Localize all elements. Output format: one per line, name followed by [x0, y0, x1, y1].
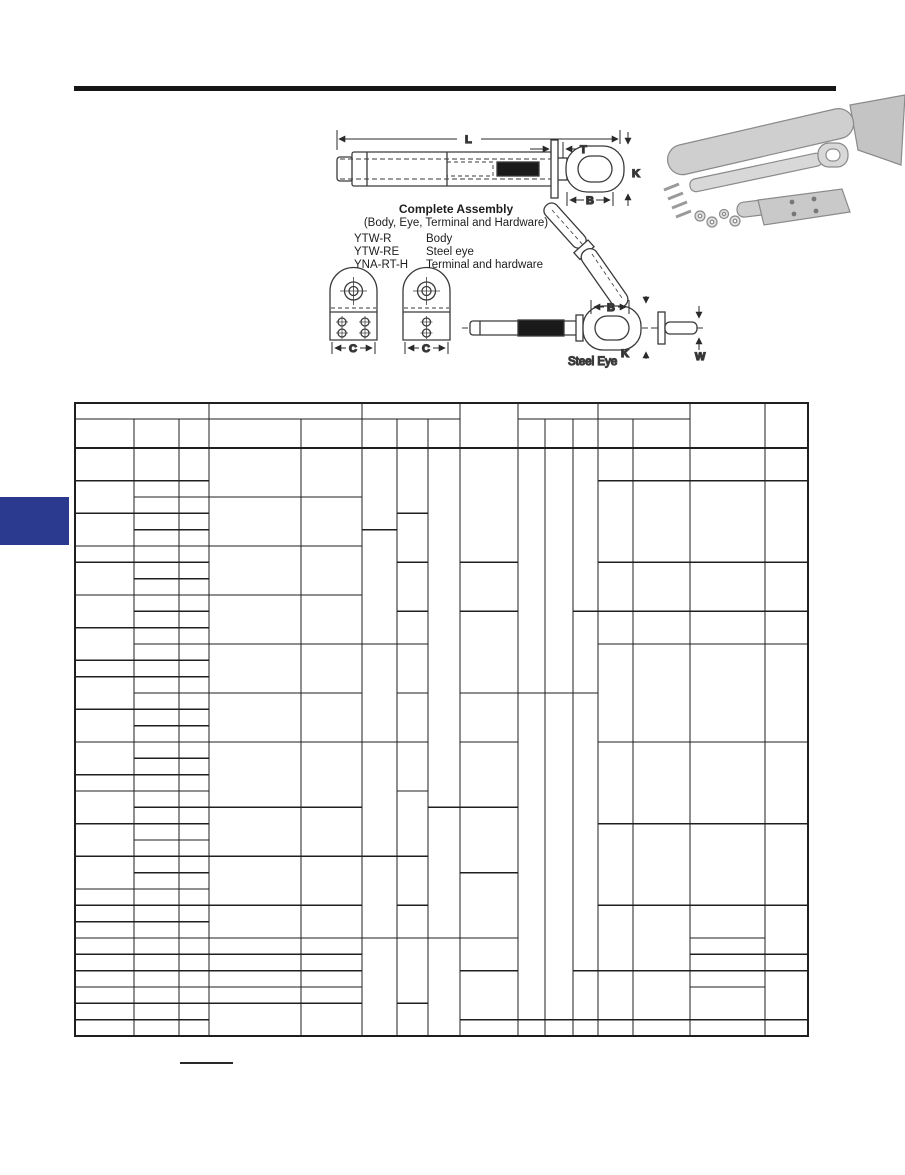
threaded-section: [497, 162, 539, 176]
label-C-left: C: [349, 343, 357, 355]
dim-L: [337, 130, 620, 150]
steel-eye-caption: Steel Eye: [568, 356, 618, 368]
assembly-legend: [336, 233, 576, 272]
label-W: W: [695, 351, 706, 363]
label-B-assembly: B: [586, 195, 594, 207]
assembly-eye: [566, 146, 624, 192]
part-code: YNA-RT-H: [354, 259, 409, 271]
assembly-note: [336, 203, 576, 272]
assembly-title: Complete Assembly: [398, 202, 514, 216]
assembly-subtitle: (Body, Eye, Terminal and Hardware): [363, 217, 549, 229]
label-T: T: [580, 144, 587, 156]
label-L: L: [465, 134, 472, 146]
photo-terminal-pad: [736, 189, 850, 225]
photo-flared-plate: [850, 95, 905, 165]
part-desc: Terminal and hardware: [426, 259, 543, 271]
terminal-pad-4hole: [330, 268, 377, 355]
label-C-right: C: [422, 343, 430, 355]
photo-spring: [664, 184, 691, 217]
legend-row: [354, 259, 576, 272]
pin-diagram: [652, 306, 706, 350]
part-code: YTW-RE: [354, 246, 400, 258]
label-K-eye: K: [621, 348, 629, 360]
part-desc: Steel eye: [426, 246, 474, 258]
spec-table-grid: [75, 403, 808, 1036]
label-B-eye: B: [607, 302, 615, 314]
label-K-assembly: K: [632, 168, 640, 180]
legend-row: [354, 233, 576, 246]
part-desc: Body: [426, 233, 453, 245]
legend-row: [354, 246, 576, 259]
photo-washers: [695, 210, 740, 228]
parts-photo: [664, 95, 905, 227]
part-code: YTW-R: [354, 233, 392, 245]
threaded-section: [518, 320, 564, 336]
terminal-pad-2hole: [403, 268, 450, 355]
